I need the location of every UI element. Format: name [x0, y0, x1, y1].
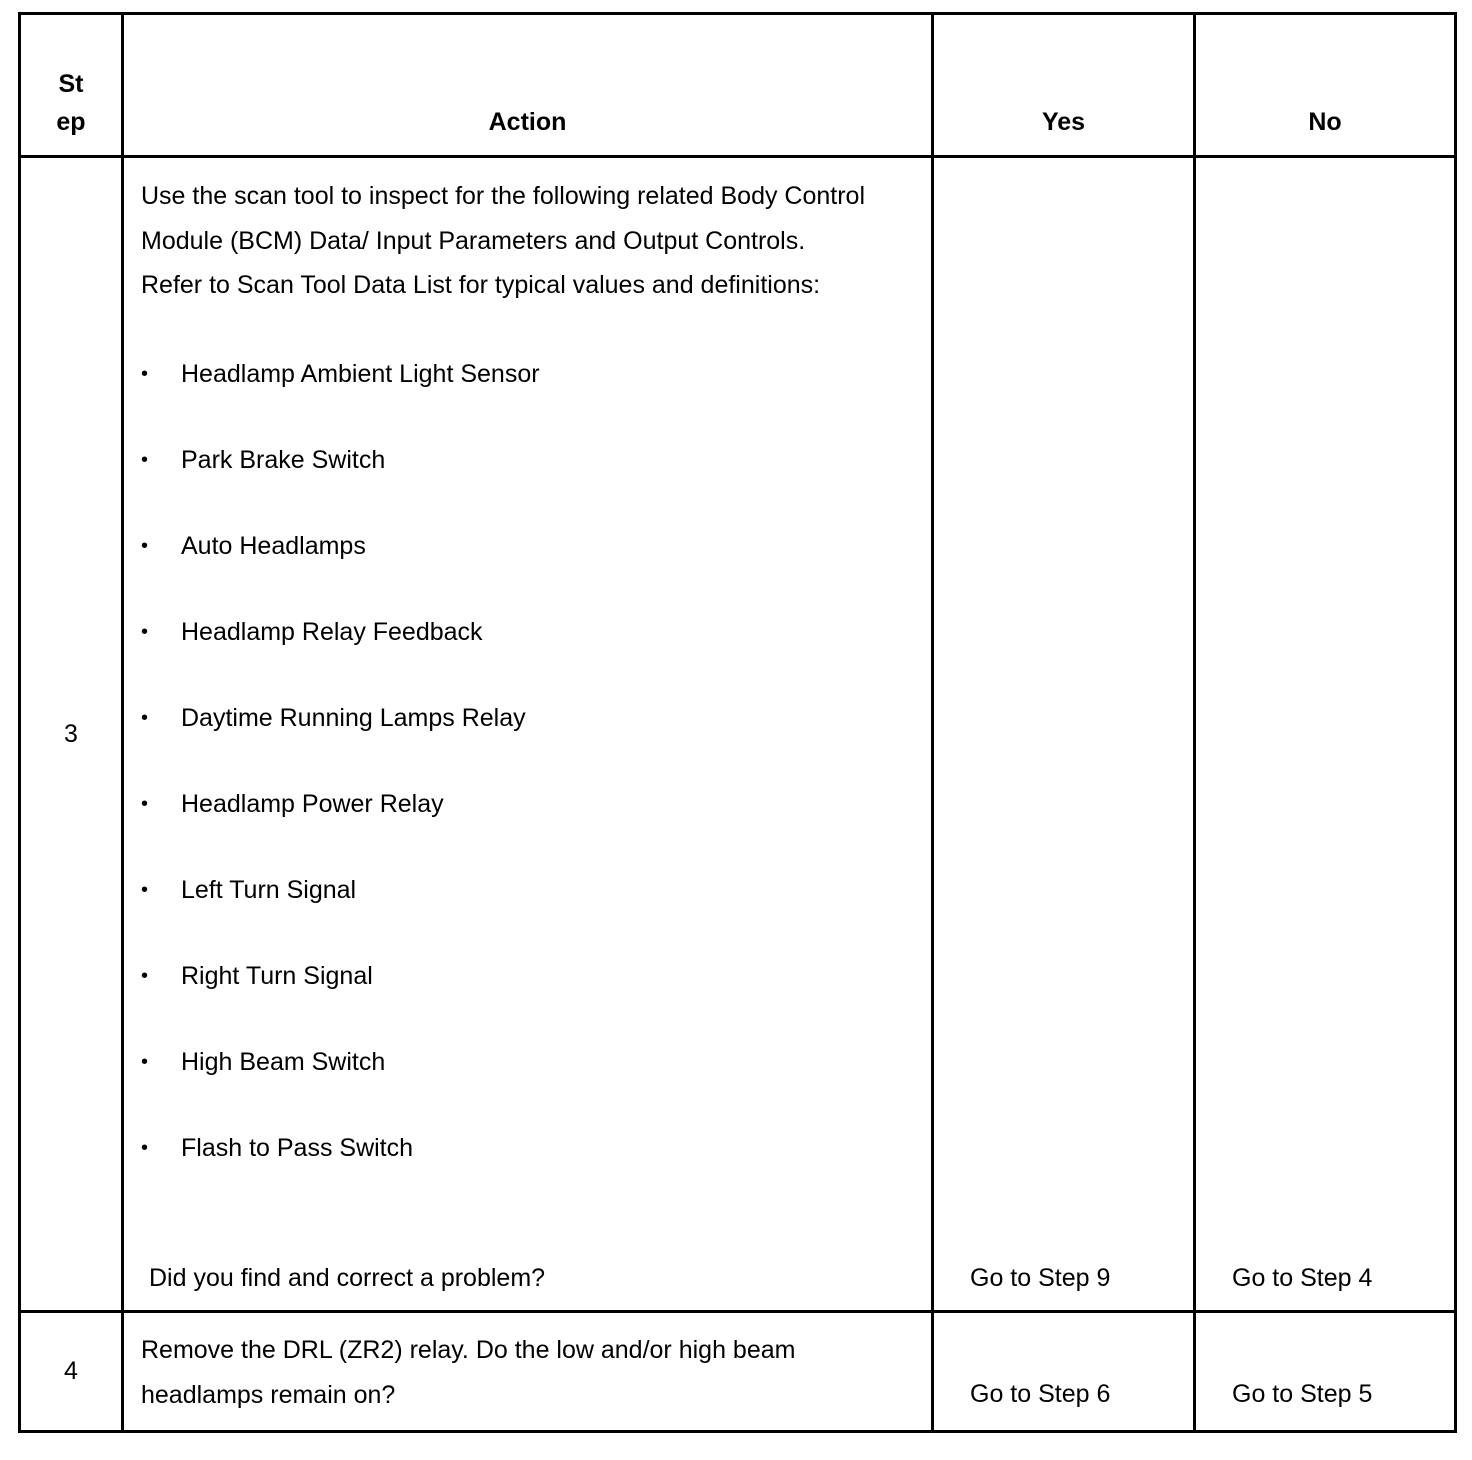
list-item-label: Right Turn Signal — [181, 962, 373, 990]
bullet-icon: • — [141, 1051, 149, 1073]
list-item — [141, 524, 540, 610]
diagnostic-table — [18, 12, 1457, 1433]
list-item-label: Headlamp Ambient Light Sensor — [181, 360, 540, 388]
action-intro: Use the scan tool to inspect for the following related Body Control Module (BCM) Data/ Input Parameters and Output Controls. Refer to Scan Tool Data List for typical values and definitions: — [141, 182, 866, 299]
header-step-line1: St — [58, 70, 84, 98]
parameter-list — [141, 352, 540, 1212]
yes-answer: Go to Step 6 — [970, 1380, 1111, 1408]
list-item-label: Auto Headlamps — [181, 532, 366, 560]
yes-cell — [933, 1312, 1195, 1432]
bullet-icon: • — [141, 793, 149, 815]
table-row-step-4 — [20, 1312, 1456, 1432]
bullet-icon: • — [141, 965, 149, 987]
list-item — [141, 782, 540, 868]
list-item — [141, 696, 540, 782]
header-step — [20, 14, 123, 157]
bullet-icon: • — [141, 879, 149, 901]
list-item-label: Flash to Pass Switch — [181, 1134, 414, 1162]
list-item — [141, 954, 540, 1040]
no-cell — [1195, 1312, 1456, 1432]
bullet-icon: • — [141, 449, 149, 471]
list-item-label: High Beam Switch — [181, 1048, 386, 1076]
list-item — [141, 610, 540, 696]
step-number: 3 — [20, 157, 123, 1312]
header-yes: Yes — [933, 14, 1195, 157]
list-item — [141, 868, 540, 954]
header-row — [20, 14, 1456, 157]
list-item-label: Park Brake Switch — [181, 446, 386, 474]
table-row-step-3 — [20, 157, 1456, 1312]
list-item-label: Headlamp Power Relay — [181, 790, 444, 818]
header-step-line2: ep — [56, 108, 86, 136]
yes-cell — [933, 157, 1195, 1312]
bullet-icon: • — [141, 1137, 149, 1159]
list-item-label: Daytime Running Lamps Relay — [181, 704, 526, 732]
action-cell — [123, 157, 933, 1312]
list-item — [141, 1040, 540, 1126]
bullet-icon: • — [141, 535, 149, 557]
no-cell — [1195, 157, 1456, 1312]
list-item — [141, 1126, 540, 1212]
action-question: Did you find and correct a problem? — [149, 1264, 546, 1292]
no-answer: Go to Step 5 — [1232, 1380, 1373, 1408]
list-item — [141, 438, 540, 524]
header-action: Action — [123, 14, 933, 157]
bullet-icon: • — [141, 621, 149, 643]
bullet-icon: • — [141, 363, 149, 385]
yes-answer: Go to Step 9 — [970, 1264, 1111, 1292]
header-no: No — [1195, 14, 1456, 157]
list-item — [141, 352, 540, 438]
list-item-label: Headlamp Relay Feedback — [181, 618, 483, 646]
no-answer: Go to Step 4 — [1232, 1264, 1373, 1292]
bullet-icon: • — [141, 707, 149, 729]
action-cell — [123, 1312, 933, 1432]
list-item-label: Left Turn Signal — [181, 876, 357, 904]
step-number: 4 — [20, 1312, 123, 1432]
action-text: Remove the DRL (ZR2) relay. Do the low and/or high beam headlamps remain on? — [141, 1336, 796, 1409]
